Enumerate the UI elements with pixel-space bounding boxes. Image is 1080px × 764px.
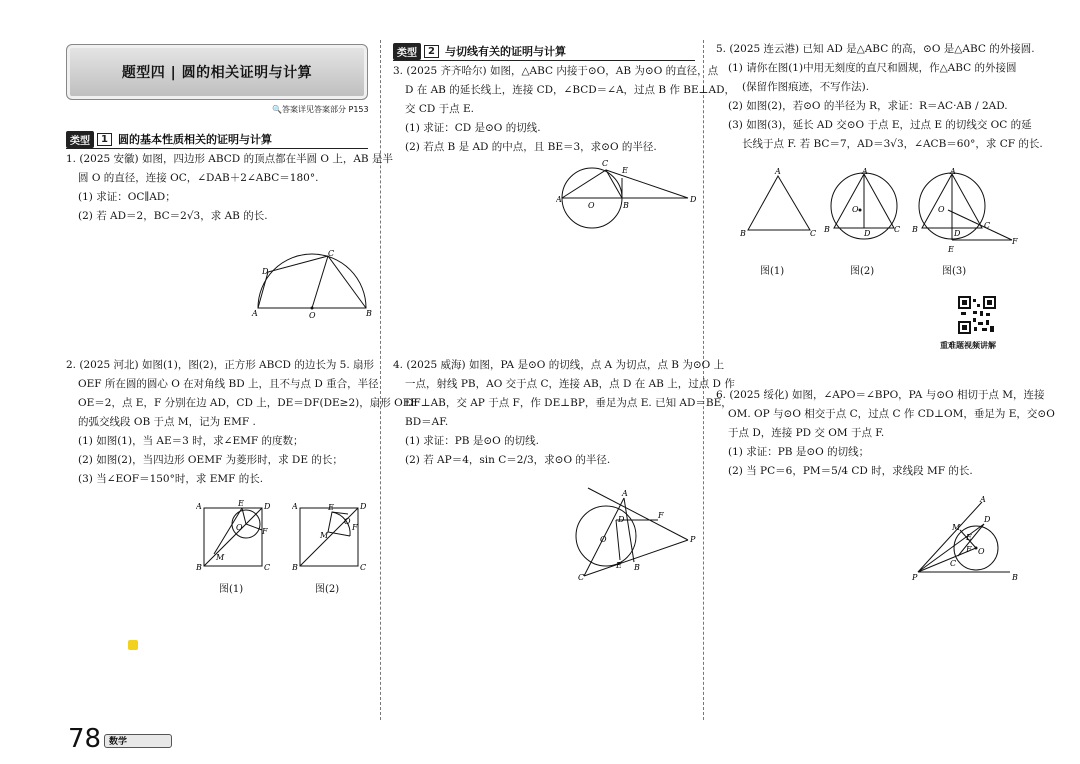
- section-num: 2: [424, 45, 439, 58]
- svg-text:D: D: [954, 229, 961, 238]
- text-line: (3) 当∠EOF＝150°时，求 EMF 的长.: [78, 473, 264, 485]
- svg-text:C: C: [602, 159, 609, 168]
- problem-2: [66, 356, 418, 489]
- text-line: 3. (2025 齐齐哈尔) 如图，△ABC 内接于⊙O，AB 为⊙O 的直径，点: [393, 65, 719, 77]
- svg-text:P: P: [690, 535, 696, 544]
- text-line: (3) 如图(3)，延长 AD 交⊙O 于点 E，过点 E 的切线交 OC 的延: [728, 119, 1032, 131]
- text-line: OE＝2，点 E，F 分别在边 AD，CD 上，DE＝DF(DE≥2)，扇形 OEF: [78, 397, 418, 409]
- svg-text:O: O: [978, 547, 985, 556]
- svg-text:O: O: [938, 205, 945, 214]
- svg-text:B: B: [824, 225, 830, 234]
- text-line: 一点，射线 PB，AO 交于点 C，连接 AB，点 D 在 AB 上，过点 D 作: [405, 378, 735, 390]
- svg-text:F: F: [262, 527, 268, 536]
- svg-text:M: M: [216, 553, 225, 562]
- svg-text:O: O: [600, 535, 607, 544]
- text-line: DF⊥AB，交 AP 于点 F，作 DE⊥BP，垂足为点 E. 已知 AD＝BE，: [405, 397, 732, 409]
- caption-fig3: 图(3): [942, 266, 967, 277]
- qr-code[interactable]: [958, 296, 996, 334]
- figure-square-1: [196, 500, 270, 576]
- text-line: (2) 当 PC＝6，PM＝5/4 CD 时，求线段 MF 的长.: [728, 465, 973, 477]
- svg-text:D: D: [360, 502, 366, 511]
- figure-semicircle: [250, 248, 375, 320]
- text-line: OM. OP 与⊙O 相交于点 C，过点 C 作 CD⊥OM，垂足为 E，交⊙O: [728, 408, 1055, 420]
- svg-text:A: A: [950, 168, 956, 176]
- svg-text:B: B: [634, 563, 640, 572]
- text-line: (1) 求证：OC∥AD；: [78, 191, 176, 203]
- text-line: (1) 请你在图(1)中用无刻度的直尺和圆规，作△ABC 的外接圆: [728, 62, 1017, 74]
- svg-text:C: C: [578, 573, 585, 582]
- text-line: 6. (2025 绥化) 如图，∠APO＝∠BPO，PA 与⊙O 相切于点 M，连接: [716, 389, 1045, 401]
- svg-text:A: A: [862, 168, 868, 176]
- svg-text:C: C: [328, 249, 335, 258]
- problem-1: [66, 150, 393, 226]
- section-tag: 类型: [393, 43, 421, 60]
- svg-text:B: B: [740, 229, 746, 238]
- svg-text:B: B: [196, 563, 202, 572]
- answer-ref-text: 答案详见答案部分 P153: [281, 105, 369, 114]
- text-line: (1) 求证：PB 是⊙O 的切线.: [405, 435, 539, 447]
- text-line: (1) 如图(1)，当 AE＝3 时，求∠EMF 的度数；: [78, 435, 304, 447]
- svg-text:O: O: [852, 205, 859, 214]
- svg-text:A: A: [622, 489, 628, 498]
- answer-ref: [272, 104, 369, 115]
- page-number: 78: [68, 724, 102, 754]
- text-line: (2) 若 AD＝2，BC＝2√3，求 AB 的长.: [78, 210, 268, 222]
- text-line: (保留作图痕迹，不写作法).: [742, 81, 870, 93]
- text-line: BD＝AF.: [405, 416, 449, 428]
- svg-text:B: B: [623, 201, 629, 210]
- svg-text:A: A: [556, 195, 562, 204]
- text-line: OEF 所在圆的圆心 O 在对角线 BD 上，且不与点 D 重合，半径: [78, 378, 379, 390]
- svg-text:P: P: [912, 573, 918, 582]
- svg-text:E: E: [238, 500, 244, 508]
- svg-text:B: B: [912, 225, 918, 234]
- text-line: 2. (2025 河北) 如图(1)，图(2)，正方形 ABCD 的边长为 5. 扇形: [66, 359, 375, 371]
- svg-text:D: D: [618, 515, 625, 524]
- section-title: 与切线有关的证明与计算: [444, 45, 566, 58]
- footer-badge: [104, 734, 172, 748]
- divider: [66, 148, 368, 149]
- text-line: D 在 AB 的延长线上，连接 CD，∠BCD＝∠A，过点 B 作 BE⊥AD，: [405, 84, 736, 96]
- text-line: 长线于点 F. 若 BC＝7，AD＝3√3，∠ACB＝60°，求 CF 的长.: [742, 138, 1043, 150]
- svg-text:F: F: [966, 545, 972, 554]
- svg-text:F: F: [658, 511, 664, 520]
- svg-text:O: O: [309, 311, 316, 320]
- svg-text:D: D: [264, 502, 270, 511]
- svg-text:A: A: [775, 168, 781, 176]
- section-title-box: [66, 44, 368, 100]
- divider: [393, 60, 695, 61]
- figure-triangle-1: [740, 168, 816, 238]
- text-line: (1) 求证：CD 是⊙O 的切线.: [405, 122, 541, 134]
- caption-fig1: 图(1): [219, 584, 244, 595]
- svg-text:C: C: [810, 229, 816, 238]
- svg-text:E: E: [328, 503, 334, 512]
- text-line: (2) 若点 B 是 AD 的中点，且 BE＝3，求⊙O 的半径.: [405, 141, 657, 153]
- svg-text:M: M: [320, 531, 329, 540]
- text-line: (2) 若 AP＝4，sin C＝2/3，求⊙O 的半径.: [405, 454, 611, 466]
- svg-text:C: C: [894, 225, 901, 234]
- figure-circle-2: [822, 168, 902, 240]
- figure-tangent-2: [572, 484, 696, 584]
- text-line: 4. (2025 威海) 如图，PA 是⊙O 的切线，点 A 为切点，点 B 为⊙O 上: [393, 359, 725, 371]
- problem-3: [393, 62, 735, 157]
- text-line: (2) 如图(2)，若⊙O 的半径为 R，求证：R＝AC·AB / 2AD.: [728, 100, 1008, 112]
- svg-text:F: F: [1012, 237, 1018, 246]
- text-line: 1. (2025 安徽) 如图，四边形 ABCD 的顶点都在半圆 O 上，AB 是半: [66, 153, 393, 165]
- figure-tangent-3: [908, 494, 1020, 586]
- svg-text:E: E: [622, 166, 628, 175]
- svg-text:M: M: [952, 523, 961, 532]
- problem-6: [716, 386, 1055, 481]
- search-icon: 🔍: [272, 105, 282, 114]
- svg-text:C: C: [264, 563, 270, 572]
- problem-4: [393, 356, 735, 470]
- note-icon[interactable]: [128, 640, 138, 650]
- text-line: (2) 如图(2)，当四边形 OEMF 为菱形时，求 DE 的长；: [78, 454, 343, 466]
- problem-5: [716, 40, 1043, 154]
- svg-text:B: B: [1012, 573, 1018, 582]
- section-head-2: [393, 43, 566, 59]
- page-title: 题型四 | 圆的相关证明与计算: [121, 65, 313, 81]
- svg-text:D: D: [690, 195, 696, 204]
- section-tag: 类型: [66, 131, 94, 148]
- svg-text:A: A: [196, 502, 202, 511]
- svg-text:E: E: [948, 245, 954, 254]
- svg-text:O: O: [588, 201, 595, 210]
- text-line: 圆 O 的直径，连接 OC，∠DAB＋2∠ABC＝180°.: [78, 172, 319, 184]
- svg-text:C: C: [984, 221, 991, 230]
- text-line: 的弧交线段 OB 于点 M，记为 EMF .: [78, 416, 256, 428]
- svg-text:O: O: [344, 517, 351, 526]
- section-head-1: [66, 131, 272, 147]
- footer-badge-text: 数学: [109, 737, 128, 747]
- section-title: 圆的基本性质相关的证明与计算: [117, 133, 272, 146]
- svg-text:O: O: [236, 523, 243, 532]
- svg-text:D: D: [262, 267, 269, 276]
- svg-text:C: C: [360, 563, 366, 572]
- svg-text:E: E: [616, 561, 622, 570]
- section-num: 1: [97, 133, 112, 146]
- svg-text:D: D: [984, 515, 991, 524]
- figure-circle-3: [910, 168, 1018, 260]
- caption-fig2: 图(2): [315, 584, 340, 595]
- text-line: (1) 求证：PB 是⊙O 的切线；: [728, 446, 870, 458]
- svg-text:B: B: [292, 563, 298, 572]
- caption-fig2: 图(2): [850, 266, 875, 277]
- svg-text:E: E: [966, 533, 972, 542]
- figure-tangent-1: [556, 158, 696, 230]
- qr-label: 重难题视频讲解: [940, 341, 996, 350]
- text-line: 交 CD 于点 E.: [405, 103, 474, 115]
- svg-text:B: B: [366, 309, 372, 318]
- text-line: 于点 D，连接 PD 交 OM 于点 F.: [728, 427, 885, 439]
- svg-text:F: F: [352, 523, 358, 532]
- svg-text:C: C: [950, 559, 957, 568]
- text-line: 5. (2025 连云港) 已知 AD 是△ABC 的高，⊙O 是△ABC 的外接圆.: [716, 43, 1035, 55]
- svg-text:D: D: [864, 229, 871, 238]
- svg-text:A: A: [980, 495, 986, 504]
- caption-fig1: 图(1): [760, 266, 785, 277]
- figure-square-2: [292, 500, 366, 576]
- svg-text:A: A: [252, 309, 258, 318]
- svg-text:A: A: [292, 502, 298, 511]
